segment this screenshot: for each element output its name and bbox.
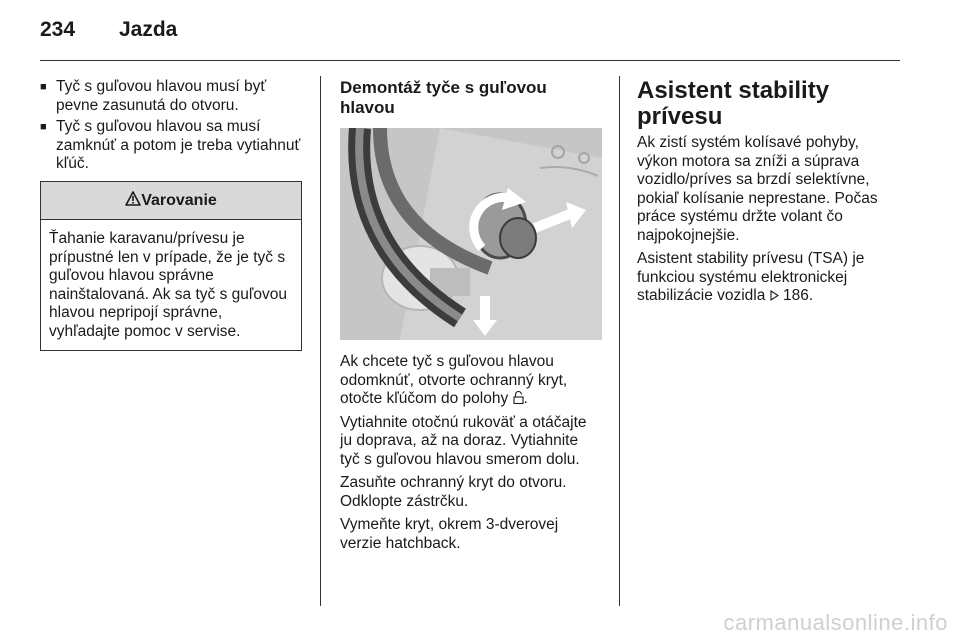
bullet-item: ■ Tyč s guľovou hlavou musí byť pevne zasunutá do otvoru. [40,78,302,115]
warning-text: Ťahanie karavanu/prívesu je prípustné len v prípade, že je tyč s guľovou hlavou správne nainštalovaná. Ak sa tyč s guľovou hlavou nepripojí správne, vyhľadajte pomoc v servise. [49,230,288,340]
bullet-item: ■ Tyč s guľovou hlavou sa musí zamknúť a potom je treba vytiahnuť kľúč. [40,118,302,174]
warning-triangle-icon [125,191,141,206]
page-number: 234 [40,18,76,41]
column-divider-1 [320,76,321,606]
paragraph-text: Asistent stability prívesu (TSA) je funkciou systému elektronickej stabilizácie vozidla [637,250,865,304]
page-reference-link[interactable]: 186. [783,287,814,304]
watermark: carmanualsonline.info [723,610,948,635]
column-middle [340,78,602,558]
column-right [637,78,899,311]
paragraph: Ak zistí systém kolísavé pohyby, výkon motora sa zníži a súprava vozidlo/príves sa brzdí selektívne, pokiaľ kolísanie neprestane. Počas práce systému držte volant čo najpokojnejšie. [637,134,878,244]
unlock-key-icon [513,391,524,404]
bullet-list [40,78,302,174]
warning-box [40,181,302,352]
paragraph [340,353,602,409]
section-heading-tsa: Asistent stability prívesu [637,77,830,130]
page-heading: Jazda [119,18,178,41]
paragraph: Zasuňte ochranný kryt do otvoru. Odklopte zástrčku. [340,474,567,510]
page-reference-icon [770,290,779,301]
warning-title: Varovanie [141,191,217,209]
paragraph-end: . [523,390,528,407]
column-left [40,78,302,351]
warning-header [41,182,301,221]
paragraph: Vymeňte kryt, okrem 3-dverovej verzie hatchback. [340,516,559,552]
header-divider [40,60,900,61]
paragraph: Vytiahnite otočnú rukoväť a otáčajte ju doprava, až na doraz. Vytiahnite tyč s guľovou hlavou smerom dolu. [340,413,587,468]
paragraph [637,250,899,306]
column-divider-2 [619,76,620,606]
paragraph-text: Ak chcete tyč s guľovou hlavou odomknúť, otvorte ochranný kryt, otočte kľúčom do polohy [340,353,568,407]
section-heading-removal: Demontáž tyče s guľovou hlavou [340,78,547,117]
towbar-removal-illustration [340,128,602,340]
